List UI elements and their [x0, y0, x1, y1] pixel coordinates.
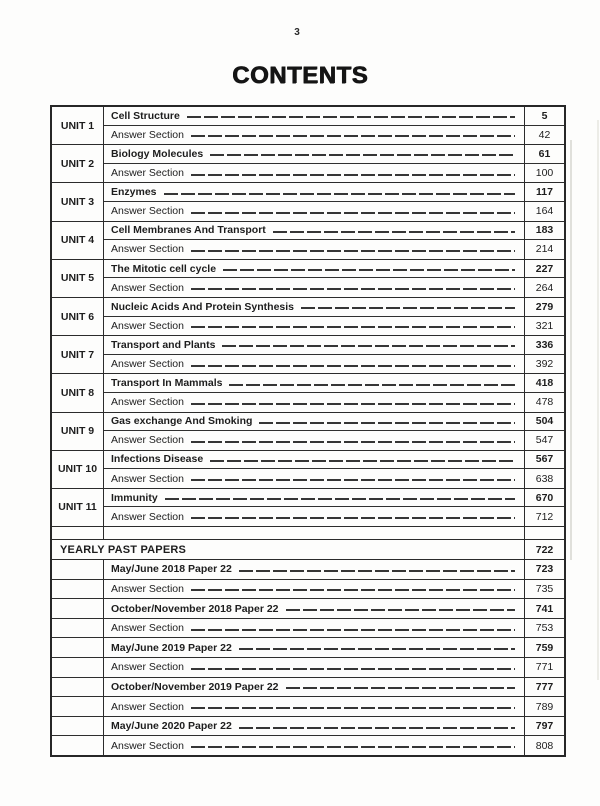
- paper-title: October/November 2018 Paper 22: [111, 602, 279, 615]
- dash-leader: [222, 345, 515, 347]
- topic-title: Immunity: [111, 491, 158, 504]
- spacer-cell: [524, 527, 564, 539]
- dash-leader: [223, 269, 515, 271]
- answer-section-label: Answer Section: [111, 167, 184, 180]
- unit-block: [52, 451, 564, 489]
- dash-leader: [187, 116, 515, 118]
- paper-title-row: [52, 678, 564, 698]
- paper-page-number: 741: [524, 599, 564, 618]
- answer-page-number: 547: [524, 431, 564, 450]
- topic-page-number: 5: [524, 107, 564, 126]
- topic-row: [104, 183, 524, 202]
- dash-leader: [210, 460, 515, 462]
- topic-title: Enzymes: [111, 186, 157, 199]
- dash-leader: [191, 517, 515, 519]
- unit-label: UNIT 1: [52, 107, 104, 144]
- answer-row: [104, 202, 524, 221]
- dash-leader: [210, 154, 515, 156]
- dash-leader: [239, 727, 515, 729]
- topic-page-number: 567: [524, 451, 564, 470]
- answer-page-number: 808: [524, 736, 564, 755]
- topic-row: [104, 260, 524, 279]
- unit-block: [52, 374, 564, 412]
- answer-section-label: Answer Section: [111, 396, 184, 409]
- paper-title-cell: [104, 638, 524, 657]
- dash-leader: [286, 687, 516, 689]
- unit-label: UNIT 8: [52, 374, 104, 411]
- empty-cell: [52, 638, 104, 657]
- topic-page-number: 336: [524, 336, 564, 355]
- topic-row: [104, 298, 524, 317]
- dash-leader: [286, 609, 516, 611]
- dash-leader: [229, 384, 515, 386]
- answer-section-label: Answer Section: [111, 319, 184, 332]
- scan-edge-shadow: [597, 120, 599, 680]
- spacer-cell: [52, 527, 104, 539]
- topic-row: [104, 374, 524, 393]
- dash-leader: [191, 629, 515, 631]
- unit-block: [52, 145, 564, 183]
- empty-cell: [52, 697, 104, 716]
- yearly-page-number: 722: [524, 540, 564, 559]
- topic-page-number: 183: [524, 222, 564, 241]
- dash-leader: [191, 288, 515, 290]
- dash-leader: [191, 403, 515, 405]
- paper-answer-row: [52, 697, 564, 717]
- unit-block: [52, 260, 564, 298]
- topic-title: Cell Structure: [111, 109, 180, 122]
- answer-section-label: Answer Section: [111, 661, 184, 674]
- paper-page-number: 759: [524, 638, 564, 657]
- paper-title-cell: [104, 717, 524, 736]
- unit-label: UNIT 9: [52, 413, 104, 450]
- paper-page-number: 797: [524, 717, 564, 736]
- answer-section-label: Answer Section: [111, 622, 184, 635]
- paper-page-number: 723: [524, 560, 564, 579]
- answer-page-number: 264: [524, 278, 564, 297]
- topic-title: Nucleic Acids And Protein Synthesis: [111, 300, 295, 313]
- answer-row: [104, 317, 524, 336]
- topic-title: Transport In Mammals: [111, 377, 223, 390]
- dash-leader: [164, 193, 515, 195]
- unit-block: [52, 489, 564, 527]
- paper-title: October/November 2019 Paper 22: [111, 680, 279, 693]
- answer-page-number: 321: [524, 317, 564, 336]
- paper-title-row: [52, 560, 564, 580]
- unit-label: UNIT 2: [52, 145, 104, 182]
- empty-cell: [52, 717, 104, 736]
- answer-section-label: Answer Section: [111, 243, 184, 256]
- dash-leader: [165, 498, 515, 500]
- topic-row: [104, 107, 524, 126]
- empty-cell: [52, 580, 104, 599]
- unit-label: UNIT 4: [52, 222, 104, 259]
- unit-label: UNIT 3: [52, 183, 104, 220]
- answer-section-label: Answer Section: [111, 472, 184, 485]
- answer-row: [104, 278, 524, 297]
- topic-row: [104, 451, 524, 470]
- topic-title: Transport and Plants: [111, 338, 216, 351]
- answer-page-number: 638: [524, 469, 564, 488]
- topic-title: Biology Molecules: [111, 147, 204, 160]
- answer-section-label: Answer Section: [111, 739, 184, 752]
- paper-title-row: [52, 599, 564, 619]
- empty-cell: [52, 560, 104, 579]
- unit-block: [52, 107, 564, 145]
- empty-cell: [52, 736, 104, 755]
- dash-leader: [191, 326, 515, 328]
- paper-answer-cell: [104, 736, 524, 755]
- dash-leader: [191, 707, 515, 709]
- dash-leader: [259, 422, 515, 424]
- unit-block: [52, 336, 564, 374]
- answer-row: [104, 355, 524, 374]
- answer-page-number: 712: [524, 507, 564, 526]
- dash-leader: [191, 250, 515, 252]
- answer-page-number: 42: [524, 126, 564, 145]
- topic-row: [104, 336, 524, 355]
- answer-section-label: Answer Section: [111, 128, 184, 141]
- topic-page-number: 670: [524, 489, 564, 508]
- answer-section-label: Answer Section: [111, 510, 184, 523]
- topic-row: [104, 413, 524, 432]
- topic-page-number: 227: [524, 260, 564, 279]
- unit-block: [52, 222, 564, 260]
- dash-leader: [191, 668, 515, 670]
- answer-section-label: Answer Section: [111, 434, 184, 447]
- answer-row: [104, 469, 524, 488]
- unit-block: [52, 413, 564, 451]
- answer-row: [104, 240, 524, 259]
- topic-page-number: 61: [524, 145, 564, 164]
- page-number-top: 3: [294, 27, 300, 38]
- scan-artifact-line: [570, 140, 572, 560]
- spacer-cell: [104, 527, 524, 539]
- paper-title: May/June 2020 Paper 22: [111, 720, 232, 733]
- dash-leader: [191, 479, 515, 481]
- dash-leader: [191, 174, 515, 176]
- paper-answer-row: [52, 658, 564, 678]
- topic-page-number: 418: [524, 374, 564, 393]
- dash-leader: [239, 570, 515, 572]
- topic-title: Gas exchange And Smoking: [111, 415, 253, 428]
- dash-leader: [191, 212, 515, 214]
- empty-cell: [52, 658, 104, 677]
- dash-leader: [239, 648, 515, 650]
- answer-page-number: 789: [524, 697, 564, 716]
- dash-leader: [301, 307, 515, 309]
- dash-leader: [273, 231, 515, 233]
- dash-leader: [191, 589, 515, 591]
- topic-row: [104, 222, 524, 241]
- paper-title-cell: [104, 599, 524, 618]
- answer-row: [104, 431, 524, 450]
- topic-title: Infections Disease: [111, 453, 204, 466]
- answer-row: [104, 393, 524, 412]
- topic-page-number: 504: [524, 413, 564, 432]
- paper-title: May/June 2019 Paper 22: [111, 641, 232, 654]
- paper-answer-cell: [104, 580, 524, 599]
- paper-answer-row: [52, 736, 564, 755]
- yearly-past-papers-label: YEARLY PAST PAPERS: [60, 543, 187, 556]
- yearly-past-papers-row: [52, 540, 564, 560]
- paper-answer-row: [52, 580, 564, 600]
- unit-label: UNIT 10: [52, 451, 104, 488]
- answer-row: [104, 164, 524, 183]
- empty-cell: [52, 619, 104, 638]
- answer-section-label: Answer Section: [111, 582, 184, 595]
- paper-page-number: 777: [524, 678, 564, 697]
- answer-page-number: 753: [524, 619, 564, 638]
- topic-row: [104, 489, 524, 508]
- answer-row: [104, 126, 524, 145]
- answer-page-number: 392: [524, 355, 564, 374]
- topic-page-number: 117: [524, 183, 564, 202]
- answer-section-label: Answer Section: [111, 281, 184, 294]
- spacer-row: [52, 527, 564, 540]
- answer-page-number: 164: [524, 202, 564, 221]
- answer-page-number: 771: [524, 658, 564, 677]
- dash-leader: [191, 746, 515, 748]
- unit-block: [52, 183, 564, 221]
- paper-title-cell: [104, 560, 524, 579]
- paper-answer-row: [52, 619, 564, 639]
- answer-page-number: 100: [524, 164, 564, 183]
- answer-page-number: 478: [524, 393, 564, 412]
- paper-answer-cell: [104, 619, 524, 638]
- contents-table: [50, 105, 566, 757]
- unit-block: [52, 298, 564, 336]
- unit-label: UNIT 5: [52, 260, 104, 297]
- paper-title-cell: [104, 678, 524, 697]
- topic-row: [104, 145, 524, 164]
- answer-section-label: Answer Section: [111, 700, 184, 713]
- answer-section-label: Answer Section: [111, 205, 184, 218]
- paper-answer-cell: [104, 658, 524, 677]
- paper-title-row: [52, 717, 564, 737]
- topic-page-number: 279: [524, 298, 564, 317]
- dash-leader: [191, 365, 515, 367]
- empty-cell: [52, 599, 104, 618]
- unit-label: UNIT 11: [52, 489, 104, 526]
- unit-label: UNIT 6: [52, 298, 104, 335]
- empty-cell: [52, 678, 104, 697]
- paper-answer-cell: [104, 697, 524, 716]
- dash-leader: [191, 135, 515, 137]
- topic-title: The Mitotic cell cycle: [111, 262, 217, 275]
- unit-label: UNIT 7: [52, 336, 104, 373]
- contents-title: CONTENTS: [232, 62, 368, 89]
- answer-section-label: Answer Section: [111, 358, 184, 371]
- topic-title: Cell Membranes And Transport: [111, 224, 266, 237]
- answer-row: [104, 507, 524, 526]
- answer-page-number: 214: [524, 240, 564, 259]
- dash-leader: [191, 441, 515, 443]
- paper-title-row: [52, 638, 564, 658]
- answer-page-number: 735: [524, 580, 564, 599]
- paper-title: May/June 2018 Paper 22: [111, 563, 232, 576]
